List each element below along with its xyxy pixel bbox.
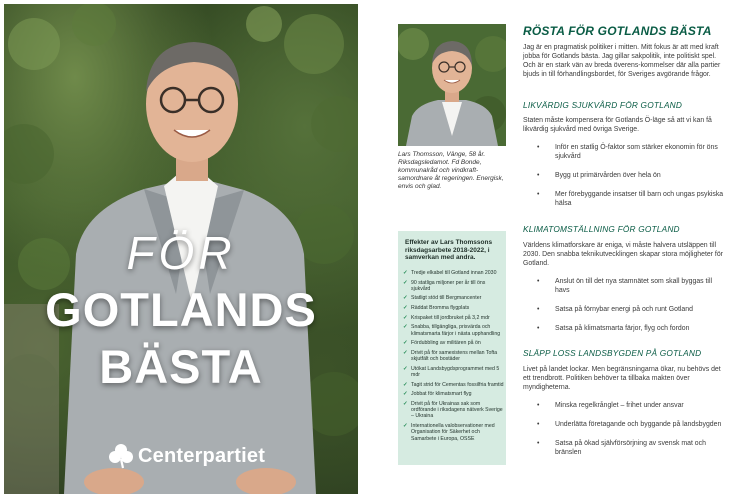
checkmark-icon: ✓ [403,270,408,276]
intro-text: Jag är en pragmatisk politiker i mitten. Mitt fokus är att med kraft jobba för Gotlands bästa. Jag gillar sakpolitik, inte politiskt spel. Och är en stark vän av breda överens-kommelser där alla partier bjuds in till förhandlingsbordet, för Sveriges avgörande frågor. [523,44,721,78]
logo-text: Centerpartiet [138,444,266,467]
list-item: ✓ Tredje elkabel till Gotland innan 2030 [403,270,497,276]
cover-headline-line2: GOTLANDS [45,283,317,336]
checkmark-icon: ✓ [403,400,408,407]
checkmark-icon: ✓ [403,422,408,429]
list-item: ✓ Räddat Bromma flygplats [403,305,470,312]
list-item: ✓ Statligt stöd till Bergmancenter [403,295,482,302]
front-cover [4,4,358,494]
list-item: • Bygg ut primärvården över hela ön [523,172,728,181]
checkmark-icon: ✓ [403,391,408,398]
candidate-portrait [398,24,506,146]
list-item: ✓ 90 statliga miljoner per år till öns sjukvård [403,279,486,292]
cover-headline-line3: BÄSTA [99,340,263,393]
checkmark-icon: ✓ [403,381,408,388]
cover-headline-line1: FÖR [126,227,236,279]
centerpartiet-logo [108,442,265,470]
checkmark-icon: ✓ [403,365,408,372]
section-title-climate: KLIMATOMSTÄLLNING FÖR GOTLAND [523,224,680,234]
checkmark-icon: ✓ [403,349,408,356]
bullets-healthcare [523,144,728,219]
list-item: ✓ Internationella valobservationer med Organisation för Säkerhet och Samarbete i Europa, OSSE [403,422,495,442]
effects-title: Effekter av Lars Thomssons riksdagsarbete 2018-2022, i samverkan med andra. [405,239,493,261]
section-title-countryside: SLÄPP LOSS LANDSBYGDEN PÅ GOTLAND [523,348,702,358]
list-item: • Anslut ön till det nya stamnätet som skall byggas till havs [523,278,728,296]
checkmark-icon: ✓ [403,324,408,331]
bullets-countryside [523,402,728,468]
inner-page [378,4,734,494]
list-item: • Mer förebyggande insatser till barn och ungas psykiska hälsa [523,191,728,209]
list-item: ✓ Jobbat för klimatsmart flyg [403,391,472,398]
checkmark-icon: ✓ [403,314,408,321]
section-text-climate: Världens klimatforskare är eniga, vi måste halvera utsläppen till 2030. Den snabba teknikutvecklingen skapar stora möjligheter för Gotland. [523,242,723,267]
list-item: • Satsa på förnybar energi på och runt Gotland [523,306,728,315]
section-text-healthcare: Staten måste kompensera för Gotlands Ö-läge så att vi kan få likvärdig sjukvård med övriga Sverige. [523,117,712,133]
list-item: • Minska regelkrånglet – frihet under ansvar [523,402,728,411]
list-item: • Satsa på ökad självförsörjning av svensk mat och bränslen [523,440,728,458]
list-item: ✓ Drivit på för samexistens mellan Tofta skjutfält och bostäder [403,349,498,363]
section-title-healthcare: LIKVÄRDIG SJUKVÅRD FÖR GOTLAND [523,100,683,110]
list-item: • Underlätta företagande och byggande på landsbygden [523,421,728,430]
list-item: ✓ Tagit strid för Cementas fossilfria framtid [403,381,504,388]
portrait-caption: Lars Thomsson, Vänge, 58 år. Riksdagsledamot. Fd Bonde, kommunalråd och vindkraft-samordnare åt regeringen. Energisk, envis och glad. [398,151,504,190]
list-item: • Inför en statlig Ö-faktor som stärker ekonomin för öns sjukvård [523,144,728,162]
main-title: RÖSTA FÖR GOTLANDS BÄSTA [523,24,712,38]
clover-icon [108,443,134,469]
list-item: • Satsa på klimatsmarta färjor, flyg och fordon [523,325,728,334]
list-item: ✓ Krispaket till jordbruket på 3,2 mdr [403,314,490,321]
checkmark-icon: ✓ [403,340,408,347]
checkmark-icon: ✓ [403,279,408,286]
list-item: ✓ Drivit på för Ukrainas sak som ordförande i riksdagens nätverk Sverige – Ukraina [403,400,503,420]
list-item: ✓ Utökat Landsbygdsprogrammet med 5 mdr [403,365,500,378]
effects-box [398,231,506,465]
list-item: ✓ Snabba, tillgängliga, prisvärda och klimatsmarta färjor i nästa upphandling [403,324,501,337]
bullets-climate [523,278,728,344]
effects-list [403,270,504,445]
list-item: ✓ Fördubbling av militären på ön [403,340,481,347]
section-text-countryside: Livet på landet lockar. Men begränsningarna ökar, nu behövs det ett trendbrott. Politiken behöver ta tillbaka makten över myndigheterna. [523,366,721,391]
checkmark-icon: ✓ [403,295,408,302]
checkmark-icon: ✓ [403,305,408,312]
